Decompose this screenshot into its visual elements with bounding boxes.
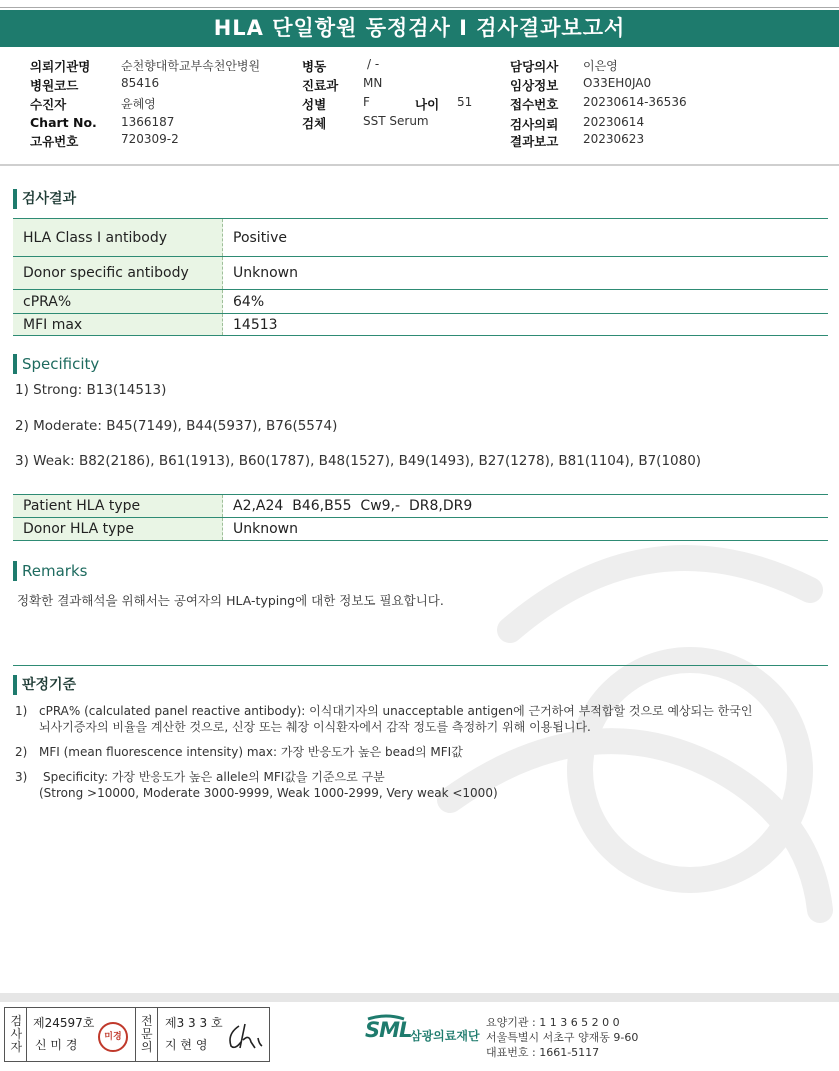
request-date-label: 검사의뢰 <box>510 117 559 132</box>
cpra-label: cPRA% <box>13 290 223 314</box>
chart-no-label: Chart No. <box>30 115 97 130</box>
receipt-no-label: 접수번호 <box>510 97 559 112</box>
criteria-item3-line2: (Strong >10000, Moderate 3000-9999, Weak 1000-2999, Very weak <1000) <box>39 786 498 800</box>
hla-class-i-label: HLA Class I antibody <box>13 219 223 257</box>
report-date-value: 20230623 <box>583 132 645 146</box>
report-title: HLA 단일항원 동정검사 I 검사결과보고서 <box>0 10 839 47</box>
sex-value: F <box>363 95 370 109</box>
criteria-item1-line1: cPRA% (calculated panel reactive antibody): 이식대기자의 unacceptable antigen에 근거하여 부적합할 것으로 예상되는 한국인 <box>39 704 753 718</box>
ward-value: / - <box>367 57 380 71</box>
sex-label: 성별 <box>302 97 327 112</box>
results-heading: 검사결과 <box>13 189 76 209</box>
criteria-heading: 판정기준 <box>13 675 76 695</box>
criteria-item3-number: 3) <box>15 770 28 784</box>
doctor-value: 이은영 <box>583 59 618 73</box>
top-border <box>0 7 839 8</box>
specificity-moderate: 2) Moderate: B45(7149), B44(5937), B76(5574) <box>15 418 338 434</box>
cpra-value: 64% <box>223 290 829 314</box>
company-name: 삼광의료재단 <box>410 1029 480 1043</box>
hospital-code-label: 병원코드 <box>30 78 79 93</box>
hla-type-table <box>13 494 828 541</box>
table-row <box>13 314 828 336</box>
clinical-info-label: 임상정보 <box>510 78 559 93</box>
company-address: 서울특별시 서초구 양재동 9-60 <box>486 1031 639 1044</box>
specificity-heading: Specificity <box>13 354 99 374</box>
recipient-label: 수진자 <box>30 97 67 112</box>
criteria-item3-line1: Specificity: 가장 반응도가 높은 allele의 MFI값을 기준으로 구분 <box>43 770 385 784</box>
recipient-value: 윤혜영 <box>121 97 156 111</box>
care-code: 요양기관 : 1 1 3 6 5 2 0 0 <box>486 1016 620 1029</box>
reviewer-license-no: 제3 3 3 호 <box>165 1016 223 1030</box>
doctor-label: 담당의사 <box>510 59 559 74</box>
request-date-value: 20230614 <box>583 115 645 129</box>
reviewer-label-cell <box>135 1008 158 1061</box>
unique-no-value: 720309-2 <box>121 132 179 146</box>
age-value: 51 <box>457 95 473 109</box>
criteria-item2-number: 2) <box>15 745 28 759</box>
department-value: MN <box>363 76 383 90</box>
tester-label: 검사자 <box>10 1014 23 1054</box>
mfi-max-value: 14513 <box>223 314 829 336</box>
donor-hla-label: Donor HLA type <box>13 518 223 541</box>
criteria-item1-line2: 뇌사기증자의 비율을 계산한 것으로, 신장 또는 췌장 이식환자에서 감작 정도를 측정하기 위해 이용됩니다. <box>39 720 591 734</box>
tester-label-cell <box>5 1008 27 1061</box>
criteria-divider <box>13 665 828 666</box>
mfi-max-label: MFI max <box>13 314 223 336</box>
reviewer-label: 전문의 <box>141 1014 153 1054</box>
table-row <box>13 290 828 314</box>
donor-hla-value: Unknown <box>223 518 829 541</box>
header-divider <box>0 164 839 166</box>
age-label: 나이 <box>415 97 440 112</box>
patient-hla-label: Patient HLA type <box>13 495 223 518</box>
table-row <box>13 219 828 257</box>
reviewer-cell <box>157 1008 269 1061</box>
reviewer-signature <box>225 1020 265 1052</box>
ward-label: 병동 <box>302 59 327 74</box>
company-phone: 대표번호 : 1661-5117 <box>486 1046 600 1059</box>
dsa-label: Donor specific antibody <box>13 257 223 290</box>
tester-name: 신 미 경 <box>35 1038 78 1052</box>
specificity-weak: 3) Weak: B82(2186), B61(1913), B60(1787), B48(1527), B49(1493), B27(1278), B81(1104), B7(1080) <box>15 453 702 469</box>
report-date-label: 결과보고 <box>510 134 559 149</box>
patient-hla-value: A2,A24 B46,B55 Cw9,- DR8,DR9 <box>223 495 829 518</box>
hospital-code-value: 85416 <box>121 76 160 90</box>
receipt-no-value: 20230614-36536 <box>583 95 687 109</box>
specificity-strong: 1) Strong: B13(14513) <box>15 382 167 398</box>
institution-value: 순천향대학교부속천안병원 <box>121 59 261 73</box>
hla-class-i-value: Positive <box>223 219 829 257</box>
reviewer-name: 지 현 영 <box>165 1038 208 1052</box>
table-row <box>13 495 828 518</box>
tester-license-no: 제24597호 <box>33 1016 95 1030</box>
specimen-label: 검체 <box>302 116 327 131</box>
tester-seal: 미경 <box>98 1022 128 1052</box>
criteria-item2-line1: MFI (mean fluorescence intensity) max: 가장 반응도가 높은 bead의 MFI값 <box>39 745 463 759</box>
department-label: 진료과 <box>302 78 339 93</box>
clinical-info-value: O33EH0JA0 <box>583 76 652 90</box>
tester-cell <box>26 1008 136 1061</box>
footer-divider <box>0 993 839 1002</box>
unique-no-label: 고유번호 <box>30 134 79 149</box>
chart-no-value: 1366187 <box>121 115 175 129</box>
sml-logo-text: SML <box>365 1018 412 1042</box>
specimen-value: SST Serum <box>363 114 429 128</box>
dsa-value: Unknown <box>223 257 829 290</box>
table-row <box>13 257 828 290</box>
results-table <box>13 218 828 336</box>
remarks-text: 정확한 결과해석을 위해서는 공여자의 HLA-typing에 대한 정보도 필요합니다. <box>17 593 444 608</box>
criteria-item1-number: 1) <box>15 704 28 718</box>
table-row <box>13 518 828 541</box>
remarks-heading: Remarks <box>13 561 87 581</box>
institution-label: 의뢰기관명 <box>30 59 91 74</box>
signature-box <box>4 1007 270 1062</box>
